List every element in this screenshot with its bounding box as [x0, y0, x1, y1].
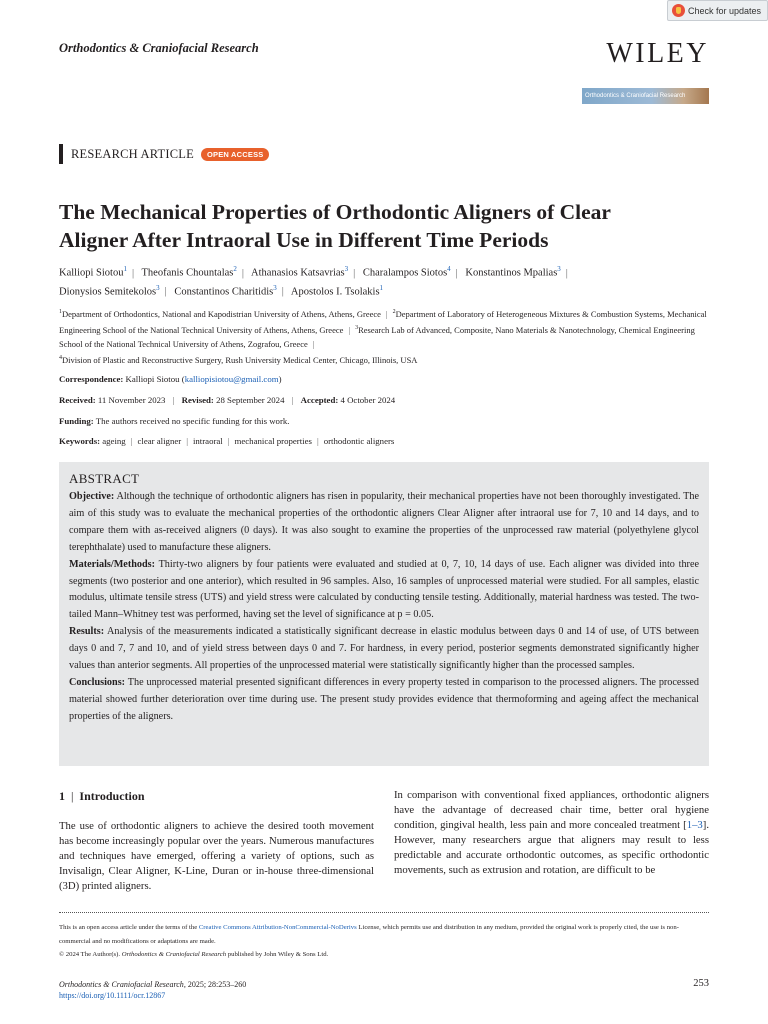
- accepted-date: 4 October 2024: [340, 395, 396, 405]
- footer-citation-details: , 2025; 28:253–260: [183, 980, 247, 989]
- section-heading-introduction: [59, 788, 374, 804]
- revised-label: Revised:: [181, 395, 214, 405]
- author-affiliation-mark[interactable]: 4: [447, 265, 451, 273]
- keywords-label: Keywords:: [59, 436, 101, 446]
- journal-banner-text: Orthodontics & Craniofacial Research: [585, 93, 686, 99]
- article-title: [59, 198, 719, 254]
- affiliation-number: 4: [59, 355, 62, 362]
- keyword-separator: |: [130, 436, 133, 446]
- author-name[interactable]: Dionysios Semitekolos: [59, 286, 157, 297]
- received-label: Received:: [59, 395, 96, 405]
- author-name[interactable]: Apostolos I. Tsolakis: [290, 286, 380, 297]
- footer-journal: Orthodontics & Craniofacial Research: [59, 980, 184, 989]
- keyword: orthodontic aligners: [323, 436, 395, 446]
- author-list: [59, 262, 719, 299]
- page-number: 253: [693, 978, 709, 989]
- revised-date: 28 September 2024: [216, 395, 285, 405]
- methods-text: Thirty-two aligners by four patients were evaluated and studied at 0, 7, 10, 14 days of use. Each aligner was divided into three segments (two posterior and one anterior), which resulted in 96 samples. Also, 16 samples of unprocessed material were studied. For all samples, elastic modulus, ultimate tensile stress (UTS) and yield stress were calculated by conducting tensile testing. Additionally, material hardness was tested. The two-tailed Mann–Whitney test was performed, having set the level of significance at p = 0.05.: [69, 558, 699, 621]
- abstract-box: [59, 462, 709, 766]
- body-column-left: [59, 788, 374, 894]
- affiliations: [59, 305, 719, 367]
- keyword: intraoral: [192, 436, 223, 446]
- intro-paragraph-1: The use of orthodontic aligners to achieve the desired tooth movement has become increasingly popular over the years. Numerous manufactures and techniques have emerged, offering a variety of options, such as Invisalign, Clear Aligner, K-Line, Duran or in-house three-dimensional (3D) printed aligners.: [59, 820, 374, 892]
- abstract-heading: ABSTRACT: [69, 471, 140, 486]
- author-separator: |: [565, 267, 568, 279]
- check-for-updates-label: Check for updates: [688, 5, 762, 16]
- author-name[interactable]: Konstantinos Mpalias: [465, 267, 558, 279]
- correspondence-name: Kalliopi Siotou: [125, 374, 180, 384]
- intro-paragraph-2-text-b: ]. However, many researchers argue that aligners may result to less predictable and accurate orthodontic outcomes, as specific orthodontic movements, such as extrusion and rotation, are difficult to be: [394, 819, 709, 876]
- funding-text: The authors received no specific funding for this work.: [95, 416, 290, 426]
- keyword: mechanical properties: [234, 436, 312, 446]
- abstract-body: [69, 489, 699, 726]
- copyright-journal: Orthodontics & Craniofacial Research: [121, 951, 227, 958]
- author-separator: |: [241, 267, 244, 279]
- author-name[interactable]: Charalampos Siotos: [362, 267, 448, 279]
- author-name[interactable]: Theofanis Chountalas: [141, 267, 234, 279]
- abstract-results: [69, 624, 699, 675]
- objective-text: Although the technique of orthodontic aligners has risen in popularity, their mechanical properties have not been thoroughly investigated. The aim of this study was to evaluate the mechanical properties of the orthodontic aligners Clear Aligner after intraoral use for 7, 10 and 14 days, and to compare them with as-received aligners (0 days). It was also sought to examine the properties of the unprocessed raw material (polyethylene glycol terephthalate) used to manufacture these aligners.: [69, 491, 699, 553]
- section-number: 1: [59, 789, 65, 803]
- abstract-objective: [69, 489, 699, 557]
- affiliation-separator: |: [312, 339, 315, 350]
- affiliation-number: 1: [59, 309, 62, 315]
- section-title: Introduction: [79, 789, 145, 803]
- keywords: [59, 435, 719, 447]
- section-separator: |: [71, 789, 74, 803]
- affiliation-text: Department of Laboratory of Heterogeneous Mixtures & Combustion Systems, Mechanical Engineering School of the National Technical University of Athens, Athens, Greece: [59, 308, 707, 335]
- author-separator: |: [281, 286, 284, 297]
- citation-link[interactable]: 1–3: [686, 819, 703, 831]
- article-type: [59, 144, 269, 164]
- intro-paragraph-2-text-a: In comparison with conventional fixed appliances, orthodontic aligners have the advantage of decreased chair time, better oral hygiene condition, gingival health, less pain and more concealed treatment [: [394, 789, 709, 831]
- author-separator: |: [455, 267, 458, 279]
- keyword-separator: |: [186, 436, 188, 446]
- copyright-post: published by John Wiley & Sons Ltd.: [227, 951, 329, 958]
- doi-link[interactable]: https://doi.org/10.1111/ocr.12867: [59, 991, 166, 1000]
- open-access-badge: OPEN ACCESS: [201, 148, 270, 161]
- correspondence: Correspondence: Kalliopi Siotou (kalliopisiotou@gmail.com): [59, 374, 282, 384]
- abstract-conclusions: [69, 675, 699, 726]
- author-affiliation-mark[interactable]: 3: [344, 265, 349, 273]
- license-pre: This is an open access article under the terms of the: [59, 924, 198, 931]
- article-dates: [59, 394, 719, 406]
- article-type-label: RESEARCH ARTICLE: [71, 146, 194, 161]
- conclusions-text: The unprocessed material presented significant differences in every property tested in comparison to the processed aligners. The processed material showed further deterioration over time during use. The present study provides evidence that thermoforming and ageing affect the mechanical properties of the aligners.: [69, 676, 699, 722]
- funding: [59, 415, 719, 427]
- author-separator: |: [353, 267, 356, 279]
- abstract-methods: [69, 557, 699, 625]
- results-text: Analysis of the measurements indicated a statistically significant decrease in elastic modulus between days 0 and 14 of use, of UTS between days 0 and 7, 7 and 10, and of yield stress between days 0 and 7. For hardness, in every period, posterior segments demonstrated significantly higher values than anterior segments. All properties of the unprocessed material were statistically significantly higher than the processed samples.: [69, 626, 700, 672]
- affiliation-text: Department of Orthodontics, National and Kapodistrian University of Athens, Athens, Greece: [62, 308, 381, 319]
- objective-label: Objective:: [69, 491, 115, 502]
- affiliation-separator: |: [348, 324, 351, 335]
- author-name[interactable]: Kalliopi Siotou: [59, 267, 124, 279]
- footnote-divider: [59, 912, 709, 913]
- body-column-right: [394, 788, 709, 878]
- author-affiliation-mark[interactable]: 1: [123, 265, 127, 273]
- author-separator: |: [131, 267, 135, 279]
- affiliation-number: 2: [392, 309, 396, 315]
- received-date: 11 November 2023: [97, 395, 166, 405]
- journal-name: Orthodontics & Craniofacial Research: [59, 41, 259, 55]
- crossmark-icon: [672, 4, 685, 17]
- journal-cover-banner: [582, 88, 709, 104]
- title-line-1: The Mechanical Properties of Orthodontic Aligners of Clear: [59, 200, 611, 224]
- affiliation-text: Research Lab of Advanced, Composite, Nano Materials & Nanotechnology, Chemical Engineering School of the National Technical University of Athens, Zografou, Greece: [59, 324, 695, 350]
- affiliation-text: Division of Plastic and Reconstructive Surgery, Rush University Medical Center, Chicago, Illinois, USA: [62, 355, 418, 366]
- author-name[interactable]: Constantinos Charitidis: [174, 286, 274, 297]
- date-separator: |: [291, 395, 294, 405]
- author-affiliation-mark[interactable]: 3: [557, 265, 561, 273]
- conclusions-label: Conclusions:: [69, 676, 126, 688]
- license-post: License, which permits use and distribution in any medium, provided the original work is properly cited, the use is non-commercial and no modifications or adaptations are made.: [59, 924, 679, 945]
- correspondence-label: Correspondence:: [59, 374, 124, 384]
- keyword: ageing: [102, 436, 126, 446]
- copyright-pre: © 2024 The Author(s).: [59, 951, 121, 958]
- affiliation-separator: |: [385, 308, 388, 319]
- keyword: clear aligner: [137, 436, 182, 446]
- affiliation-number: 3: [355, 325, 359, 332]
- license-notice: [59, 921, 709, 962]
- footer-citation: [59, 979, 246, 1001]
- title-line-2: Aligner After Intraoral Use in Different Time Periods: [59, 228, 549, 252]
- publisher-logo: WILEY: [606, 38, 709, 69]
- keyword-separator: |: [227, 436, 230, 446]
- author-affiliation-mark[interactable]: 3: [156, 283, 160, 292]
- methods-label: Materials/Methods:: [69, 558, 156, 570]
- check-for-updates-button[interactable]: [667, 0, 768, 21]
- author-affiliation-mark[interactable]: 2: [233, 265, 237, 273]
- author-name[interactable]: Athanasios Katsavrias: [251, 267, 345, 279]
- results-label: Results:: [69, 626, 105, 638]
- funding-label: Funding:: [59, 416, 94, 426]
- author-affiliation-mark[interactable]: 1: [379, 283, 384, 292]
- accepted-label: Accepted:: [300, 395, 339, 405]
- date-separator: |: [172, 395, 175, 405]
- correspondence-email-link[interactable]: kalliopisiotou@gmail.com: [184, 374, 279, 384]
- keyword-separator: |: [316, 436, 319, 446]
- creative-commons-link[interactable]: Creative Commons Attribution-NonCommercial-NoDerivs: [198, 924, 357, 931]
- author-affiliation-mark[interactable]: 3: [273, 283, 277, 292]
- author-separator: |: [164, 286, 167, 297]
- intro-paragraph-2: [394, 788, 709, 878]
